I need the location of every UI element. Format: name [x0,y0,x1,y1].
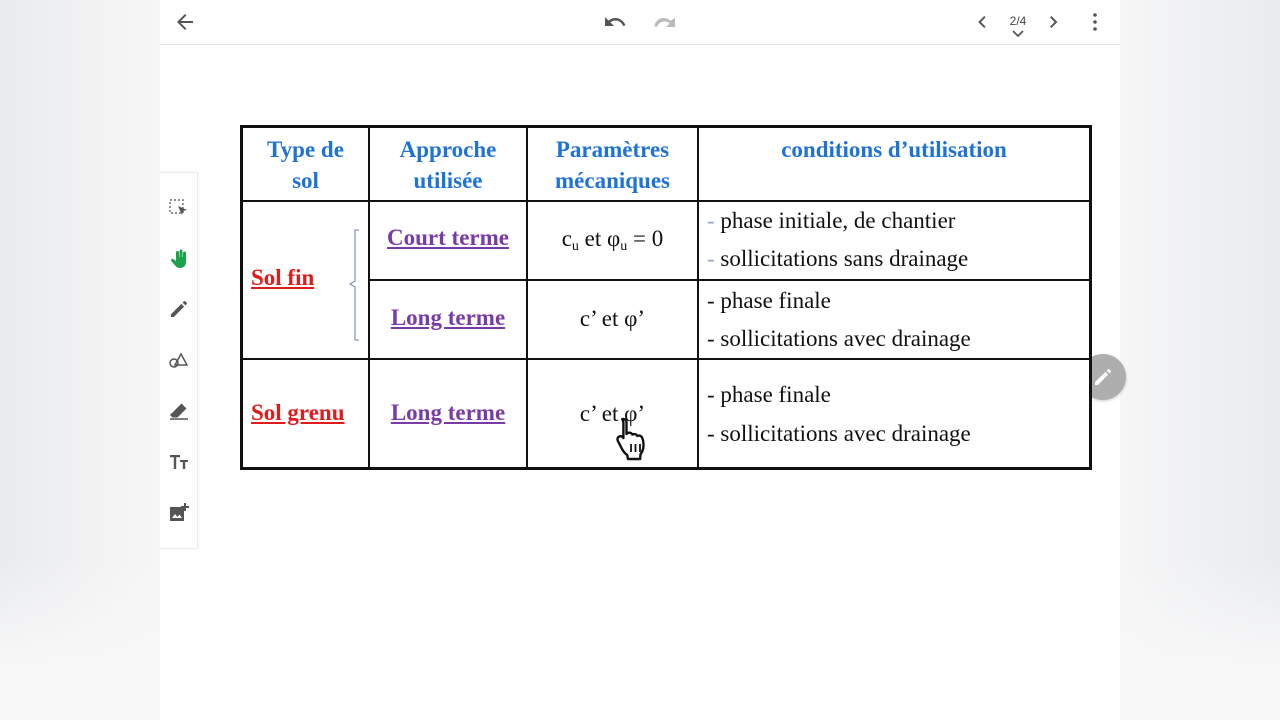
more-options-button[interactable] [1083,10,1107,34]
condition-dash: - [707,246,715,271]
next-page-button[interactable] [1042,10,1066,34]
approach-court-terme: Court terme [387,225,509,250]
header-text: sol [292,168,319,193]
sol-fin-label: Sol fin [251,265,315,290]
eraser-icon [167,399,191,423]
header-text: Approche [399,137,497,162]
edit-pencil-icon [1091,365,1115,389]
add-image-tool-button[interactable] [167,501,191,525]
previous-page-button[interactable] [971,10,995,34]
param-subscript: u [571,239,579,254]
header-text: Type de [267,137,344,162]
param-text: = 0 [627,226,664,251]
sol-grenu-label: Sol grenu [251,400,345,425]
page-indicator[interactable]: 2/4 [1009,14,1027,28]
text-icon [167,450,191,474]
condition-line: - phase finale [707,288,831,313]
condition-line: - sollicitations avec drainage [707,326,971,351]
approach-long-terme: Long terme [390,400,506,425]
table-divider [368,279,1089,281]
table-divider [243,358,1089,360]
table-divider [243,200,1089,202]
more-vert-icon [1083,10,1107,34]
header-parameters [528,134,697,196]
chevron-down-icon[interactable] [1011,29,1025,39]
brace-icon [347,229,361,341]
condition-line [707,208,955,234]
param-text: c [561,226,572,251]
add-image-icon [167,501,191,525]
condition-dash: - [707,208,715,233]
param-short-term [528,226,697,255]
top-toolbar [160,0,1120,45]
pen-tool-button[interactable] [167,297,191,321]
shapes-tool-button[interactable] [167,348,191,372]
hand-pointer-cursor-icon [614,416,658,462]
text-tool-button[interactable] [167,450,191,474]
header-text: utilisée [413,168,483,193]
redo-icon [652,10,676,34]
select-tool-button[interactable] [167,197,191,221]
header-approach [370,134,526,196]
header-text: mécaniques [555,168,670,193]
param-text: et φ [578,226,621,251]
approach-long-terme: Long terme [390,305,506,330]
condition-text: phase initiale, de chantier [714,208,956,233]
undo-button[interactable] [603,10,627,34]
header-text: Paramètres [555,137,670,162]
back-button[interactable] [173,10,197,34]
eraser-tool-button[interactable] [167,399,191,423]
condition-line: - sollicitations avec drainage [707,421,971,446]
arrow-left-icon [173,10,197,34]
soil-parameters-table [240,125,1092,470]
selection-icon [167,197,191,221]
pen-icon [167,297,191,321]
param-subscript: u [620,239,628,254]
condition-line [707,246,968,272]
header-soil-type [243,134,368,196]
table-divider [697,128,699,467]
shapes-icon [167,348,191,372]
param-long-term: c’ et φ’ [579,306,646,331]
undo-icon [603,10,627,34]
hand-tool-button[interactable] [167,247,191,271]
condition-line: - phase finale [707,382,831,407]
param-long-term: c’ et φ’ [579,401,646,426]
annotation-toolbar [160,172,198,549]
redo-button[interactable] [652,10,676,34]
condition-text: sollicitations sans drainage [714,246,969,271]
chevron-left-icon [971,10,995,34]
hand-icon [167,247,191,271]
chevron-right-icon [1042,10,1066,34]
header-conditions: conditions d’utilisation [781,137,1007,162]
